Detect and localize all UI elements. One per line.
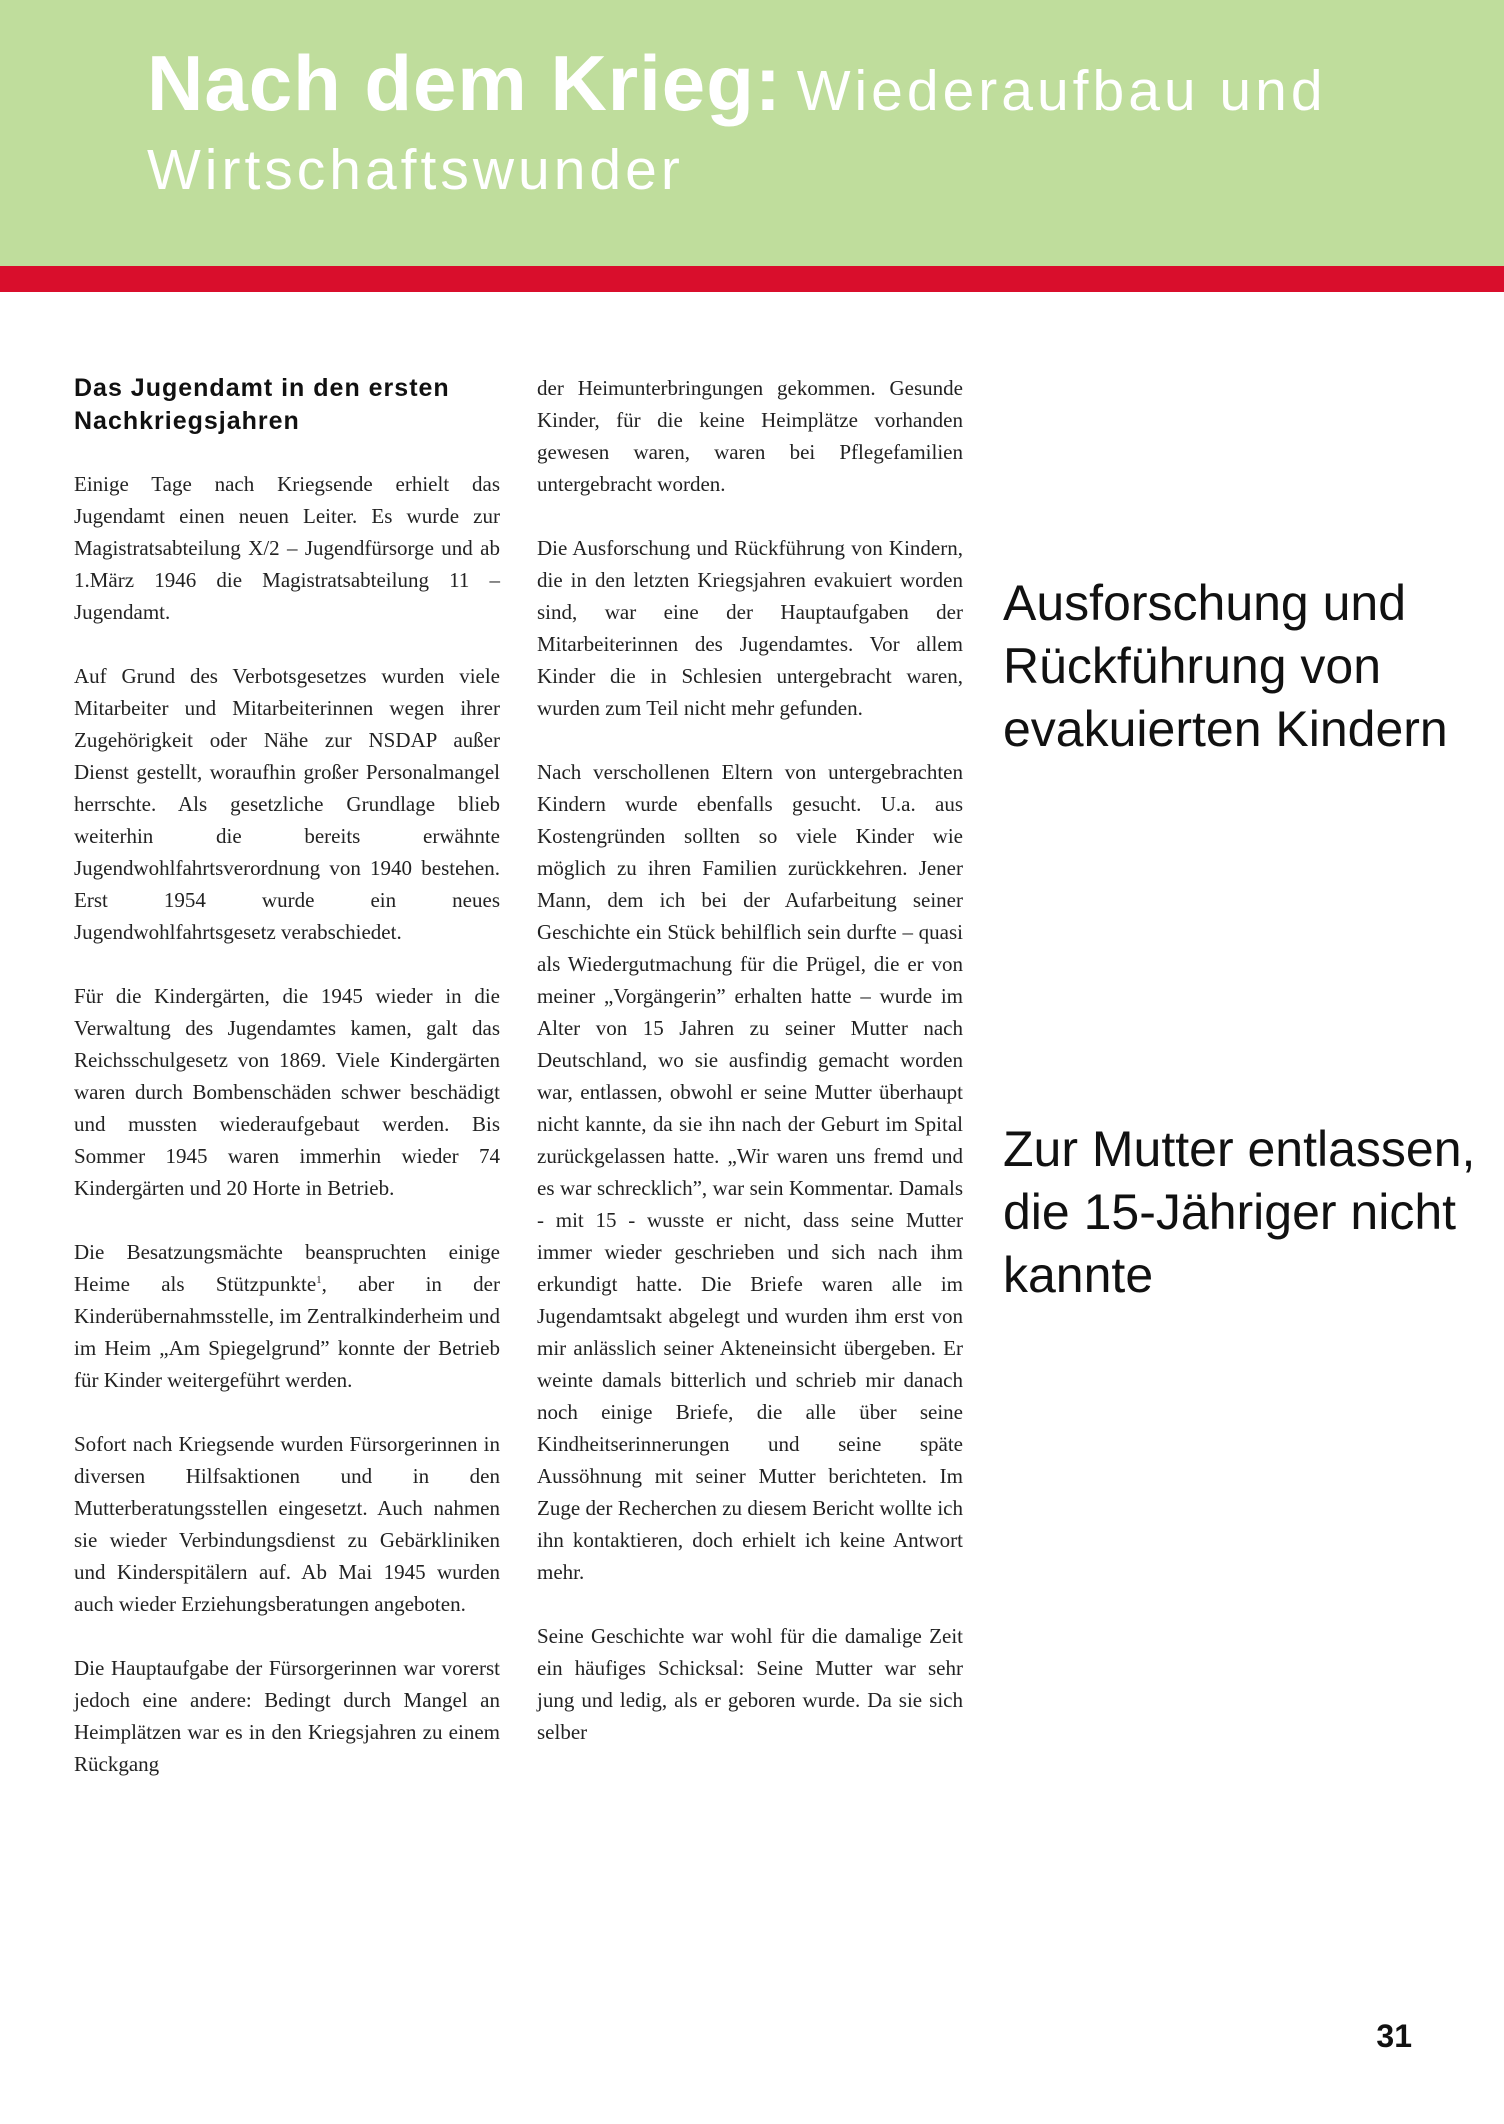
pull-quote: Zur Mutter entlassen, die 15-Jähriger nicht kannte <box>1003 1121 1476 1303</box>
header-red-stripe <box>0 266 1504 292</box>
middle-text-column <box>537 372 963 1780</box>
page-title <box>147 39 1447 202</box>
paragraph: der Heimunterbringungen gekommen. Gesunde Kinder, für die keine Heimplätze vorhanden gewesen waren, waren bei Pflegefamilien untergebracht worden. <box>537 376 963 496</box>
title-main: Nach dem Krieg: <box>147 39 782 127</box>
paragraph: Die Ausforschung und Rückführung von Kindern, die in den letzten Kriegsjahren evakuiert worden sind, war eine der Hauptaufgaben der Mitarbeiterinnen des Jugendamtes. Vor allem Kinder die in Schlesien untergebracht waren, wurden zum Teil nicht mehr gefunden. <box>537 536 963 720</box>
paragraph: Sofort nach Kriegsende wurden Fürsorgerinnen in diversen Hilfsaktionen und in den Mutterberatungsstellen eingesetzt. Auch nahmen sie wieder Verbindungsdienst zu Gebärkliniken und Kinderspitälern auf. Ab Mai 1945 wurden auch wieder Erziehungsberatungen angeboten. <box>74 1432 500 1616</box>
paragraph: Auf Grund des Verbotsgesetzes wurden viele Mitarbeiter und Mitarbeiterinnen wegen ihrer Zugehörigkeit oder Nähe zur NSDAP außer Dienst gestellt, woraufhin großer Personalmangel herrschte. Als gesetzliche Grundlage blieb weiterhin die bereits erwähnte Jugendwohlfahrtsverordnung von 1940 bestehen. Erst 1954 wurde ein neues Jugendwohlfahrtsgesetz verabschiedet. <box>74 664 500 944</box>
paragraph: Seine Geschichte war wohl für die damalige Zeit ein häufiges Schicksal: Seine Mutter war sehr jung und ledig, als er geboren wurde. Da sie sich selber <box>537 1624 963 1744</box>
title-subtitle-line-2: Wirtschaftswunder <box>147 138 684 202</box>
paragraph: Die Hauptaufgabe der Fürsorgerinnen war vorerst jedoch eine andere: Bedingt durch Mangel an Heimplätzen war es in den Kriegsjahren zu einem Rückgang <box>74 1656 500 1776</box>
page-number: 31 <box>1376 2018 1412 2054</box>
footnote-marker: 1 <box>316 1274 322 1286</box>
title-subtitle-line-1: Wiederaufbau und <box>796 59 1327 123</box>
section-heading: Das Jugendamt in den ersten Nachkriegsjahren <box>74 374 450 435</box>
paragraph-text: , aber in der Kinderübernahmsstelle, im Zentralkinderheim und im Heim „Am Spiegelgrund” konnte der Betrieb für Kinder weitergeführt werden. <box>74 1272 500 1392</box>
paragraph <box>74 1236 500 1396</box>
paragraph: Nach verschollenen Eltern von untergebrachten Kindern wurde ebenfalls gesucht. U.a. aus Kostengründen sollten so viele Kinder wie möglich zu ihren Familien zurückkehren. Jener Mann, dem ich bei der Aufarbeitung seiner Geschichte ein Stück behilflich sein durfte – quasi als Wiedergutmachung für die Prügel, die er von meiner „Vorgängerin” erhalten hatte – wurde im Alter von 15 Jahren zu seiner Mutter nach Deutschland, wo sie ausfindig gemacht worden war, entlassen, obwohl er seine Mutter überhaupt nicht kannte, da sie ihn nach der Geburt im Spital zurückgelassen hatte. „Wir waren uns fremd und es war schrecklich”, war sein Kommentar. Damals - mit 15 - wusste er nicht, dass seine Mutter immer wieder geschrieben und sich nach ihm erkundigt hatte. Die Briefe waren alle im Jugendamtsakt abgelegt und wurden ihm erst von mir anlässlich seiner Akteneinsicht übergeben. Er weinte damals bitterlich und schrieb mir danach noch einige Briefe, die alle über seine Kindheitserinnerungen und seine späte Aussöhnung mit seiner Mutter berichteten. Im Zuge der Recherchen zu diesem Bericht wollte ich ihn kontaktieren, doch erhielt ich keine Antwort mehr. <box>537 760 963 1584</box>
pull-quote: Ausforschung und Rückführung von evakuierten Kindern <box>1003 575 1448 757</box>
paragraph-text: Die Besatzungsmächte beanspruchten einige Heime als Stützpunkte <box>74 1240 500 1296</box>
left-text-column <box>74 372 500 1812</box>
paragraph: Für die Kindergärten, die 1945 wieder in die Verwaltung des Jugendamtes kamen, galt das Reichsschulgesetz von 1869. Viele Kindergärten waren durch Bombenschäden schwer beschädigt und mussten wiederaufgebaut werden. Bis Sommer 1945 waren immerhin wieder 74 Kindergärten und 20 Horte in Betrieb. <box>74 984 500 1200</box>
paragraph: Einige Tage nach Kriegsende erhielt das Jugendamt einen neuen Leiter. Es wurde zur Magistratsabteilung X/2 – Jugendfürsorge und ab 1.März 1946 die Magistratsabteilung 11 – Jugendamt. <box>74 472 500 624</box>
